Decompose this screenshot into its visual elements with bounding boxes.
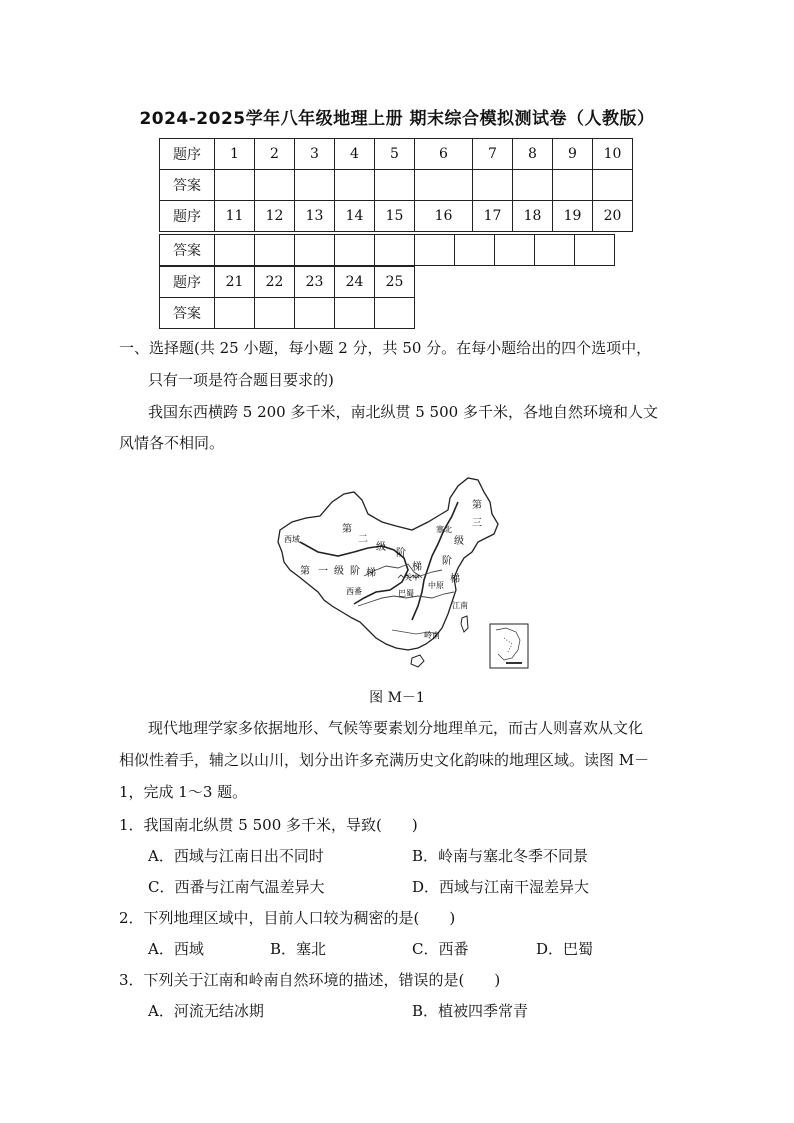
table-row xyxy=(160,235,615,266)
section-heading-cont: 只有一项是符合题目要求的) xyxy=(148,371,334,389)
passage-text: 现代地理学家多依据地形、气候等要素划分地理单元，而古人则喜欢从文化 xyxy=(148,719,644,737)
label-step2-di: 第 xyxy=(342,524,352,535)
question-number-cell: 12 xyxy=(255,201,295,232)
question-number-cell: 14 xyxy=(335,201,375,232)
label-step1-ji: 级 xyxy=(334,566,344,577)
row-label: 题序 xyxy=(160,139,215,170)
question-number-cell: 9 xyxy=(553,139,593,170)
answer-cell[interactable] xyxy=(335,170,375,201)
inset-map-frame xyxy=(490,624,528,668)
question-number-cell: 3 xyxy=(295,139,335,170)
question-number-cell: 22 xyxy=(255,267,295,298)
row-label: 答案 xyxy=(160,298,215,329)
answer-cell[interactable] xyxy=(215,298,255,329)
passage-text: 相似性着手，辅之以山川，划分出许多充满历史文化韵味的地理区域。读图 M－ xyxy=(119,751,650,769)
label-step1-jie: 阶 xyxy=(350,566,360,577)
table-row xyxy=(160,139,633,170)
intro-text: 我国东西横跨 5 200 多千米，南北纵贯 5 500 多千米，各地自然环境和人文 xyxy=(148,403,658,421)
option-a[interactable]: A．西域与江南日出不同时 xyxy=(148,847,324,865)
question-number-cell: 18 xyxy=(513,201,553,232)
answer-cell[interactable] xyxy=(415,170,473,201)
answer-cell[interactable] xyxy=(335,298,375,329)
label-guanzhong: 关中 xyxy=(404,573,420,582)
table-row xyxy=(160,201,633,232)
question-number-cell: 6 xyxy=(415,139,473,170)
question-number-cell: 21 xyxy=(215,267,255,298)
label-step2-ti: 梯 xyxy=(412,562,422,573)
question-number-cell: 13 xyxy=(295,201,335,232)
option-b[interactable]: B．植被四季常青 xyxy=(412,1002,529,1020)
question-number-cell: 24 xyxy=(335,267,375,298)
answer-table-bottom xyxy=(159,266,415,329)
option-a[interactable]: A．西域 xyxy=(148,940,204,958)
question-stem: 1．我国南北纵贯 5 500 多千米，导致( ) xyxy=(119,816,418,834)
question-number-cell: 2 xyxy=(255,139,295,170)
label-zhongyuan: 中原 xyxy=(428,581,444,590)
answer-cell[interactable] xyxy=(215,235,255,266)
answer-cell[interactable] xyxy=(455,235,495,266)
answer-table-middle xyxy=(159,234,615,266)
row-label: 答案 xyxy=(160,235,215,266)
option-d[interactable]: D．西域与江南干湿差异大 xyxy=(412,878,590,896)
china-map-figure xyxy=(272,472,534,674)
answer-cell[interactable] xyxy=(513,170,553,201)
label-step1-di: 第 xyxy=(300,566,310,577)
question-number-cell: 11 xyxy=(215,201,255,232)
question-stem: 3．下列关于江南和岭南自然环境的描述，错误的是( ) xyxy=(119,971,501,989)
option-b[interactable]: B．塞北 xyxy=(270,940,327,958)
label-step2-ji: 级 xyxy=(376,542,386,553)
taiwan-island xyxy=(461,616,468,632)
question-number-cell: 7 xyxy=(473,139,513,170)
question-number-cell: 8 xyxy=(513,139,553,170)
option-a[interactable]: A．河流无结冰期 xyxy=(148,1002,264,1020)
answer-cell[interactable] xyxy=(255,298,295,329)
answer-cell[interactable] xyxy=(575,235,615,266)
answer-table-top xyxy=(159,138,633,232)
answer-cell[interactable] xyxy=(375,298,415,329)
option-b[interactable]: B．岭南与塞北冬季不同景 xyxy=(412,847,589,865)
question-number-cell: 1 xyxy=(215,139,255,170)
label-step1-yi: 一 xyxy=(318,566,328,577)
label-step2-jie: 阶 xyxy=(396,548,406,559)
question-number-cell: 5 xyxy=(375,139,415,170)
document-title: 2024-2025学年八年级地理上册 期末综合模拟测试卷（人教版） xyxy=(139,109,655,129)
question-number-cell: 4 xyxy=(335,139,375,170)
answer-cell[interactable] xyxy=(535,235,575,266)
label-saibei: 塞北 xyxy=(436,525,452,534)
label-step3-jie: 阶 xyxy=(442,556,452,567)
row-label: 题序 xyxy=(160,267,215,298)
label-xiyu: 西域 xyxy=(284,535,300,544)
question-number-cell: 17 xyxy=(473,201,513,232)
answer-cell[interactable] xyxy=(255,235,295,266)
answer-cell[interactable] xyxy=(215,170,255,201)
answer-cell[interactable] xyxy=(375,235,415,266)
question-number-cell: 25 xyxy=(375,267,415,298)
option-c[interactable]: C．西番与江南气温差异大 xyxy=(148,878,325,896)
table-row xyxy=(160,170,633,201)
label-step3-di: 第 xyxy=(472,500,482,511)
table-row xyxy=(160,298,415,329)
section-heading: 一、选择题(共 25 小题，每小题 2 分，共 50 分。在每小题给出的四个选项中， xyxy=(119,339,652,357)
answer-cell[interactable] xyxy=(415,235,455,266)
label-xifan: 西番 xyxy=(346,587,362,596)
question-number-cell: 19 xyxy=(553,201,593,232)
question-number-cell: 10 xyxy=(593,139,633,170)
answer-cell[interactable] xyxy=(295,170,335,201)
answer-cell[interactable] xyxy=(295,235,335,266)
passage-text: 1，完成 1～3 题。 xyxy=(119,783,248,801)
answer-cell[interactable] xyxy=(593,170,633,201)
answer-cell[interactable] xyxy=(473,170,513,201)
label-step3-ji: 级 xyxy=(454,536,464,547)
question-number-cell: 20 xyxy=(593,201,633,232)
question-number-cell: 16 xyxy=(415,201,473,232)
answer-cell[interactable] xyxy=(553,170,593,201)
row-label: 答案 xyxy=(160,170,215,201)
answer-cell[interactable] xyxy=(495,235,535,266)
figure-caption: 图 M－1 xyxy=(369,690,425,706)
answer-cell[interactable] xyxy=(335,235,375,266)
hainan-island xyxy=(411,655,424,667)
answer-cell[interactable] xyxy=(295,298,335,329)
label-bashu: 巴蜀 xyxy=(398,589,414,598)
option-d[interactable]: D．巴蜀 xyxy=(536,940,594,958)
question-number-cell: 15 xyxy=(375,201,415,232)
question-stem: 2．下列地理区域中，目前人口较为稠密的是( ) xyxy=(119,909,456,927)
option-c[interactable]: C．西番 xyxy=(412,940,469,958)
table-row xyxy=(160,267,415,298)
row-label: 题序 xyxy=(160,201,215,232)
intro-text: 风情各不相同。 xyxy=(119,434,225,452)
label-step1-ti: 梯 xyxy=(366,568,376,579)
label-step3-ti: 梯 xyxy=(450,574,460,585)
label-lingnan: 岭南 xyxy=(424,631,440,640)
answer-cell[interactable] xyxy=(375,170,415,201)
question-number-cell: 23 xyxy=(295,267,335,298)
answer-cell[interactable] xyxy=(255,170,295,201)
label-step3-san: 三 xyxy=(472,518,482,529)
label-step2-er: 二 xyxy=(358,534,368,545)
inset-map-scale xyxy=(506,662,522,664)
label-jiangnan: 江南 xyxy=(452,601,468,610)
